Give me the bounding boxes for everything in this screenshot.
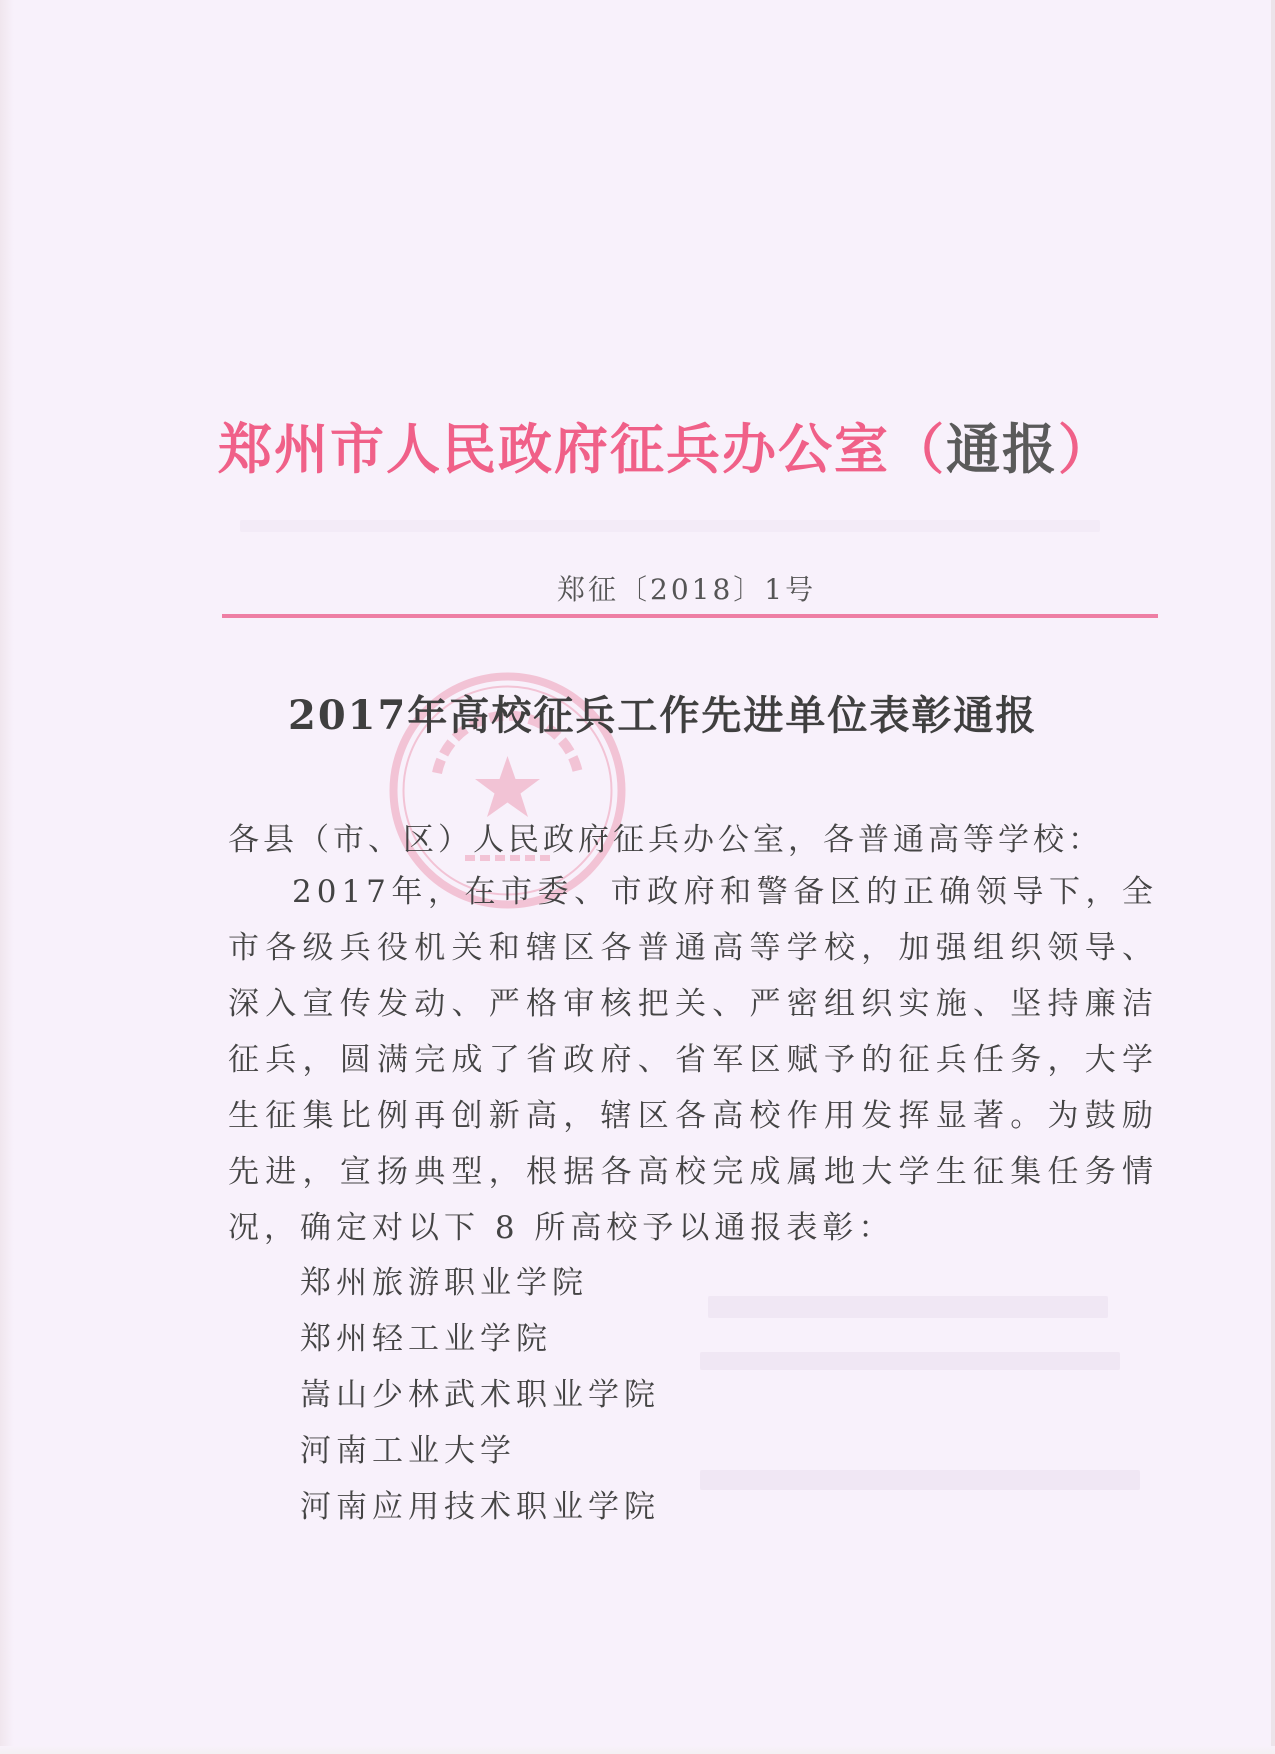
list-item: 郑州轻工业学院 [300,1321,552,1357]
show-through-mark [708,1296,1108,1318]
show-through-mark [240,520,1100,532]
document-title: 2017年高校征兵工作先进单位表彰通报 [288,692,1038,739]
document-number: 郑征〔2018〕1号 [557,573,817,606]
header-close-paren: ） [1058,418,1114,481]
list-item: 河南工业大学 [300,1433,516,1469]
scan-left-edge [0,0,14,1754]
scan-right-edge [1271,0,1275,1754]
show-through-mark [700,1470,1140,1490]
body-paragraph: 2017年，在市委、市政府和警备区的正确领导下，全市各级兵役机关和辖区各普通高等学校，加强组织领导、深入宣传发动、严格审核把关、严密组织实施、坚持廉洁征兵，圆满完成了省政府、省军区赋予的征兵任务，大学生征集比例再创新高，辖区各高校作用发挥显著。为鼓励先进，宣扬典型，根据各高校完成属地大学生征集任务情况，确定对以下 8 所高校予以通报表彰： [228,874,1158,1246]
document-type: 通报 [946,418,1058,481]
header-open-paren: （ [890,418,946,481]
school-list [300,1255,660,1535]
red-divider-line [222,614,1158,618]
show-through-mark [700,1352,1120,1370]
issuing-office: 郑州市人民政府征兵办公室 [218,418,890,481]
salutation: 各县（市、区）人民政府征兵办公室，各普通高等学校： [228,822,1103,858]
list-item: 嵩山少林武术职业学院 [300,1377,660,1413]
list-item: 河南应用技术职业学院 [300,1489,660,1525]
document-header [218,412,1178,488]
list-item: 郑州旅游职业学院 [300,1265,588,1301]
scan-bottom-edge [0,1746,1275,1754]
